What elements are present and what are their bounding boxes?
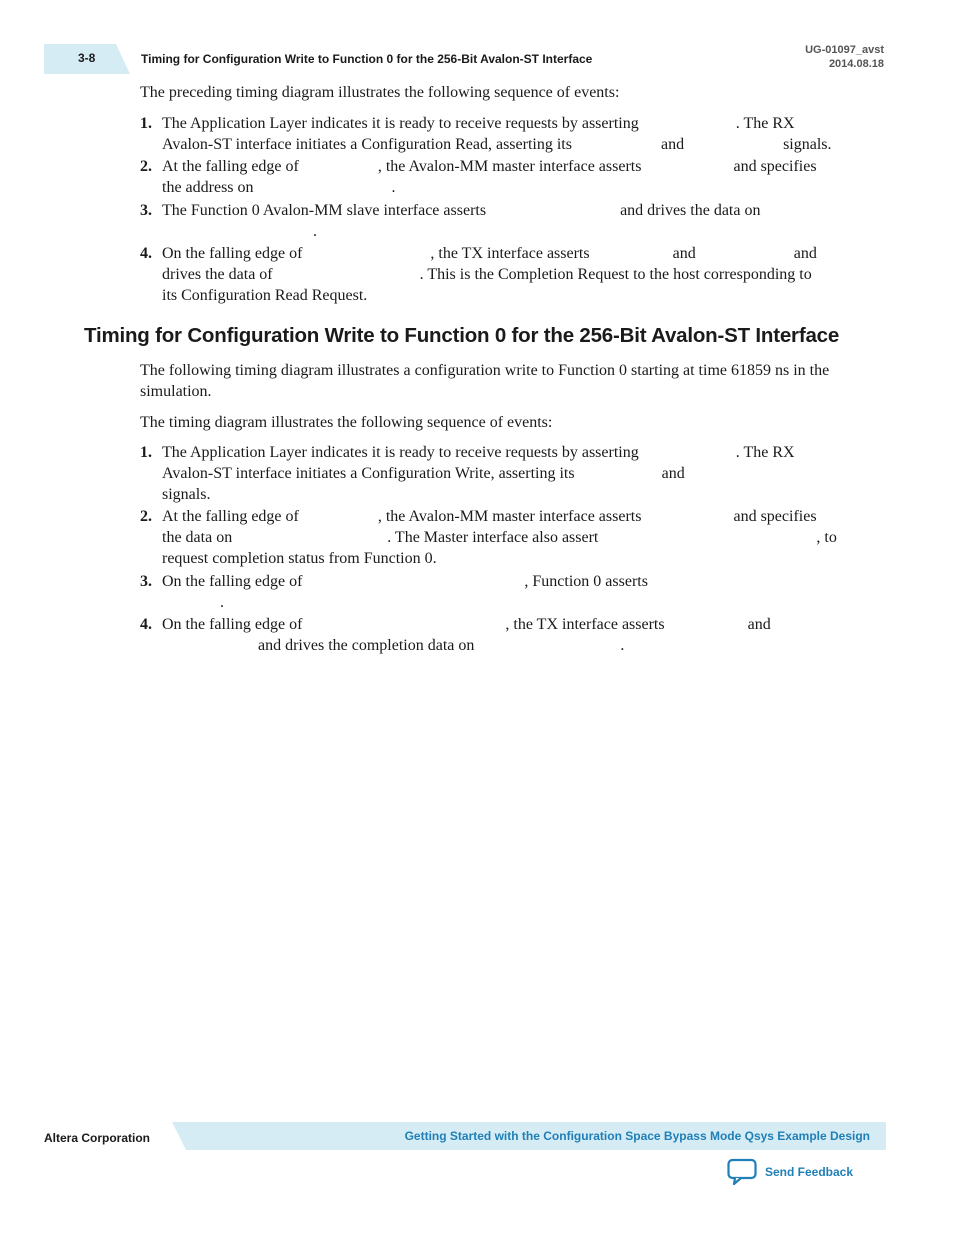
event-line xyxy=(162,177,868,198)
event-text: and drives the data on xyxy=(620,202,761,219)
write-event-1 xyxy=(140,442,868,505)
event-text: . The RX xyxy=(735,115,795,132)
event-line xyxy=(162,506,868,527)
list-number: 2. xyxy=(140,158,152,175)
event-line xyxy=(162,463,868,484)
write-event-3 xyxy=(140,571,868,613)
event-text: Avalon-ST interface initiates a Configuration Write, asserting its xyxy=(162,465,575,482)
event-text: The Application Layer indicates it is ready to receive requests by asserting xyxy=(162,115,639,132)
event-text: and drives the completion data on xyxy=(258,637,475,654)
write-event-4 xyxy=(140,614,868,656)
event-line xyxy=(162,156,868,177)
event-text: , to xyxy=(816,529,837,546)
list-number: 4. xyxy=(140,245,152,262)
event-text: . xyxy=(391,179,396,196)
list-number: 3. xyxy=(140,202,152,219)
event-text: and specifies xyxy=(733,508,817,525)
event-text: On the falling edge of xyxy=(162,245,303,262)
list-number: 3. xyxy=(140,573,152,590)
write-intro: The following timing diagram illustrates a configuration write to Function 0 starting at time 61859 ns in the simulation. xyxy=(140,362,830,400)
event-text: signals. xyxy=(783,136,832,153)
event-text: the address on xyxy=(162,179,254,196)
footer-doc-title-link[interactable]: Getting Started with the Configuration Space Bypass Mode Qsys Example Design xyxy=(404,1129,870,1143)
event-text: At the falling edge of xyxy=(162,158,299,175)
read-event-1 xyxy=(140,113,868,155)
read-event-4 xyxy=(140,243,868,306)
event-line xyxy=(162,592,868,613)
list-number: 4. xyxy=(140,616,152,633)
event-line xyxy=(162,635,868,656)
write-event-list xyxy=(140,442,868,656)
list-number: 2. xyxy=(140,508,152,525)
event-text: and xyxy=(660,136,685,153)
event-text: , the TX interface asserts xyxy=(430,245,590,262)
event-text: , Function 0 asserts xyxy=(524,573,648,590)
event-text: and xyxy=(793,245,817,262)
footer-company: Altera Corporation xyxy=(44,1131,151,1145)
event-text: request completion status from Function 0. xyxy=(162,550,437,567)
event-text: signals. xyxy=(162,486,211,503)
event-line xyxy=(162,614,868,635)
event-line xyxy=(162,527,868,548)
read-event-2 xyxy=(140,156,868,198)
event-line xyxy=(162,221,868,242)
event-line xyxy=(162,548,868,569)
event-text: , the TX interface asserts xyxy=(505,616,665,633)
event-line xyxy=(162,285,868,306)
event-line xyxy=(162,571,868,592)
event-text: . This is the Completion Request to the host corresponding to xyxy=(419,266,812,283)
event-text: Avalon-ST interface initiates a Configuration Read, asserting its xyxy=(162,136,572,153)
event-text: . xyxy=(220,594,224,611)
event-line xyxy=(162,200,868,221)
event-text: The Application Layer indicates it is ready to receive requests by asserting xyxy=(162,444,639,461)
read-event-3 xyxy=(140,200,868,242)
event-line xyxy=(162,113,868,134)
event-text: and xyxy=(672,245,696,262)
event-text: , the Avalon-MM master interface asserts xyxy=(377,158,642,175)
event-text: and xyxy=(661,465,685,482)
event-text: the data on xyxy=(162,529,233,546)
event-text: drives the data of xyxy=(162,266,273,283)
read-event-list xyxy=(140,113,868,306)
send-feedback-link[interactable] xyxy=(727,1158,853,1186)
event-text: and xyxy=(747,616,771,633)
event-line xyxy=(162,264,868,285)
send-feedback-label: Send Feedback xyxy=(765,1165,854,1179)
event-line xyxy=(162,442,868,463)
event-text: The Function 0 Avalon-MM slave interface asserts xyxy=(162,202,487,219)
event-text: its Configuration Read Request. xyxy=(162,287,368,304)
event-text: and specifies xyxy=(733,158,817,175)
event-text: On the falling edge of xyxy=(162,573,303,590)
running-title: Timing for Configuration Write to Function 0 for the 256-Bit Avalon-ST Interface xyxy=(141,52,593,66)
section-heading: Timing for Configuration Write to Function 0 for the 256-Bit Avalon-ST Interface xyxy=(84,324,840,347)
event-text: . The Master interface also assert xyxy=(387,529,599,546)
write-sequence-intro: The timing diagram illustrates the following sequence of events: xyxy=(140,414,553,431)
read-intro: The preceding timing diagram illustrates the following sequence of events: xyxy=(140,84,620,101)
doc-identifier xyxy=(805,43,884,71)
event-text: , the Avalon-MM master interface asserts xyxy=(377,508,642,525)
list-number: 1. xyxy=(140,115,152,132)
page-number: 3-8 xyxy=(78,51,96,65)
event-text: On the falling edge of xyxy=(162,616,303,633)
write-event-2 xyxy=(140,506,868,569)
event-line xyxy=(162,243,868,264)
event-line xyxy=(162,484,868,505)
doc-id: UG-01097_avst xyxy=(805,44,884,56)
event-text: . xyxy=(313,223,317,240)
event-text: . xyxy=(620,637,625,654)
doc-date: 2014.08.18 xyxy=(828,58,884,70)
event-text: . The RX xyxy=(735,444,795,461)
speech-bubble-icon xyxy=(727,1158,757,1186)
event-line xyxy=(162,134,868,155)
list-number: 1. xyxy=(140,444,152,461)
event-text: At the falling edge of xyxy=(162,508,299,525)
